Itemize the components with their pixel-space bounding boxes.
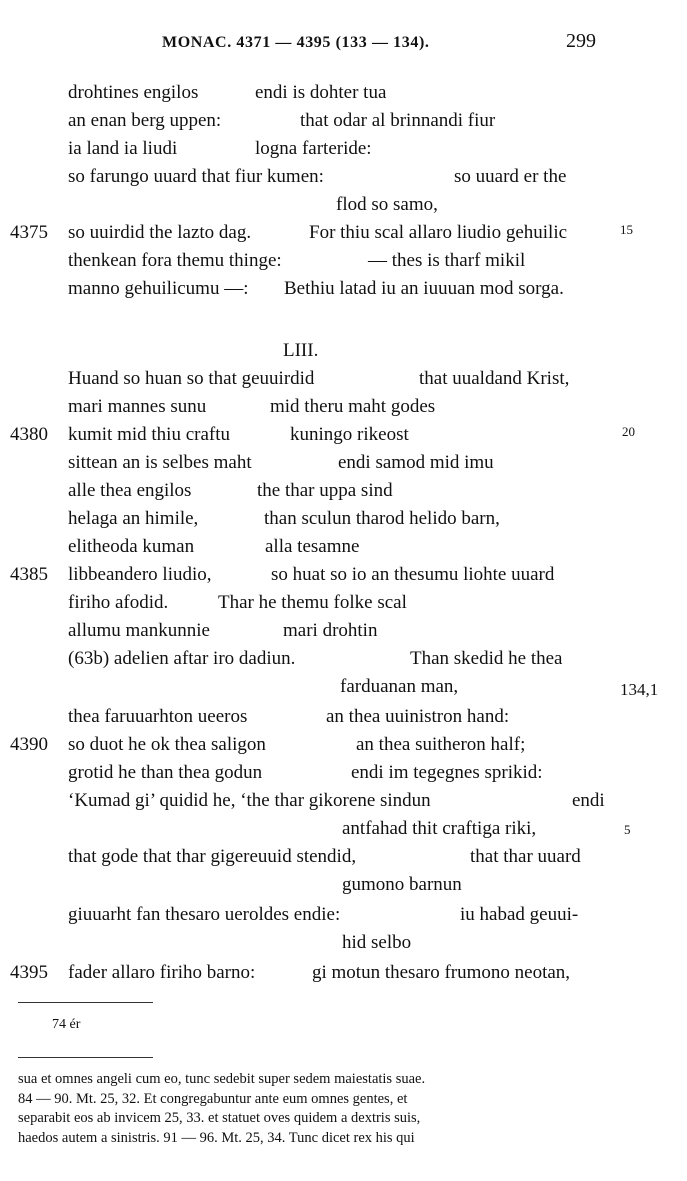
margin-ref: 134,1 [620, 680, 659, 699]
verse-line [68, 818, 608, 844]
verse-b: gumono barnun [342, 874, 462, 895]
verse-b: endi im tegegnes sprikid: [351, 762, 543, 783]
verse-a: giuuarht fan thesaro ueroldes endie: [68, 904, 341, 925]
verse-line [68, 648, 608, 674]
latin-source [18, 1070, 618, 1148]
verse-b: For thiu scal allaro liudio gehuilic [309, 222, 568, 243]
verse-b: endi samod mid imu [338, 452, 494, 473]
verse-a: so uuirdid the lazto dag. [68, 222, 252, 243]
page-number: 299 [566, 30, 596, 52]
verse-line [68, 110, 608, 136]
line-number: 4395 [10, 962, 48, 983]
line-number: 4385 [10, 564, 48, 585]
verse-b: an thea suitheron half; [356, 734, 526, 755]
verse-line [68, 620, 608, 646]
verse-b: than sculun tharod helido barn, [264, 508, 500, 529]
verse-a: ia land ia liudi [68, 138, 178, 159]
verse-b: alla tesamne [265, 536, 360, 557]
verse-b: an thea uuinistron hand: [326, 706, 510, 727]
latin-line: sua et omnes angeli cum eo, tunc sedebit super sedem maiestatis suae. [18, 1071, 426, 1087]
verse-line [68, 368, 608, 394]
verse-b: endi is dohter tua [255, 82, 387, 103]
verse-b: — thes is tharf mikil [368, 250, 526, 271]
verse-line [68, 250, 608, 276]
verse-b: iu habad geuui- [460, 904, 579, 925]
verse-a: ‘Kumad gi’ quidid he, ‘the thar gikorene sindun [68, 790, 431, 811]
verse-line [68, 762, 608, 788]
verse-a: fader allaro firiho barno: [68, 962, 256, 983]
verse-line [68, 194, 608, 220]
verse-line [68, 904, 608, 930]
latin-line: 84 — 90. Mt. 25, 32. Et congregabuntur ante eum omnes gentes, et [18, 1090, 408, 1107]
verse-b: hid selbo [342, 932, 412, 953]
verse-line [68, 138, 608, 164]
verse-b: Bethiu latad iu an iuuuan mod sorga. [284, 278, 564, 299]
verse-b: gi motun thesaro frumono neotan, [312, 962, 571, 983]
verse-line [68, 424, 608, 450]
verse-a: (63b) adelien aftar iro dadiun. [68, 648, 296, 669]
verse-line [68, 932, 608, 958]
verse-line [68, 592, 608, 618]
verse-a: alle thea engilos [68, 480, 192, 501]
verse-a: that gode that thar gigereuuid stendid, [68, 846, 357, 867]
verse-a: drohtines engilos [68, 82, 199, 103]
verse-a: sittean an is selbes maht [68, 452, 252, 473]
margin-ref: 15 [620, 222, 633, 237]
verse-b: that odar al brinnandi fiur [300, 110, 496, 131]
verse-line [68, 452, 608, 478]
verse-line [68, 82, 608, 108]
latin-line: separabit eos ab invicem 25, 33. et statuet oves quidem a dextris suis, [18, 1110, 421, 1126]
line-number: 4380 [10, 424, 48, 445]
verse-line [68, 396, 608, 422]
verse-b: so uuard er the [454, 166, 567, 187]
verse-a: grotid he than thea godun [68, 762, 263, 783]
verse-a: helaga an himile, [68, 508, 199, 529]
verse-a: so duot he ok thea saligon [68, 734, 266, 755]
verse-line [68, 706, 608, 732]
verse-b: mid theru maht godes [270, 396, 436, 417]
verse-a: kumit mid thiu craftu [68, 424, 231, 445]
verse-line [68, 846, 608, 872]
verse-line [68, 508, 608, 534]
verse-b: that uualdand Krist, [419, 368, 570, 389]
verse-b: that thar uuard [470, 846, 581, 867]
verse-a: allumu mankunnie [68, 620, 210, 641]
verse-b: farduanan man, [340, 676, 459, 697]
verse-a: so farungo uuard that fiur kumen: [68, 166, 324, 187]
verse-b: kuningo rikeost [290, 424, 409, 445]
verse-line [68, 166, 608, 192]
verse-a: thenkean fora themu thinge: [68, 250, 282, 271]
line-number: 4375 [10, 222, 48, 243]
verse-line [68, 734, 608, 760]
verse-line [68, 536, 608, 562]
verse-a: mari mannes sunu [68, 396, 207, 417]
verse-a: Huand so huan so that geuuirdid [68, 368, 315, 389]
verse-b: flod so samo, [336, 194, 438, 215]
footnote: 74 ér [52, 1017, 81, 1032]
verse-line [68, 278, 608, 304]
verse-a: thea faruuarhton ueeros [68, 706, 248, 727]
source-rule [18, 1057, 153, 1058]
latin-line: haedos autem a sinistris. 91 — 96. Mt. 25, 34. Tunc dicet rex his qui [18, 1129, 415, 1146]
verse-line [68, 874, 608, 900]
verse-line [68, 790, 608, 816]
verse-b: endi [572, 790, 605, 811]
section-heading: LIII. [283, 340, 319, 361]
margin-ref: 5 [624, 822, 631, 837]
verse-a: manno gehuilicumu —: [68, 278, 249, 299]
verse-b: the thar uppa sind [257, 480, 393, 501]
verse-line [68, 564, 608, 590]
verse-b: Thar he themu folke scal [218, 592, 407, 613]
verse-a: elitheoda kuman [68, 536, 195, 557]
verse-b: so huat so io an thesumu liohte uuard [271, 564, 555, 585]
verse-line [68, 222, 608, 248]
verse-line [68, 480, 608, 506]
verse-b: antfahad thit craftiga riki, [342, 818, 537, 839]
footnote-rule [18, 1002, 153, 1003]
verse-line [68, 962, 608, 988]
verse-b: mari drohtin [283, 620, 378, 641]
running-title: MONAC. 4371 — 4395 (133 — 134). [162, 34, 430, 51]
verse-b: Than skedid he thea [410, 648, 563, 669]
verse-a: an enan berg uppen: [68, 110, 222, 131]
line-number: 4390 [10, 734, 48, 755]
verse-a: firiho afodid. [68, 592, 169, 613]
verse-a: libbeandero liudio, [68, 564, 212, 585]
verse-b: logna farteride: [255, 138, 372, 159]
margin-ref: 20 [622, 424, 635, 439]
verse-line [68, 676, 608, 702]
